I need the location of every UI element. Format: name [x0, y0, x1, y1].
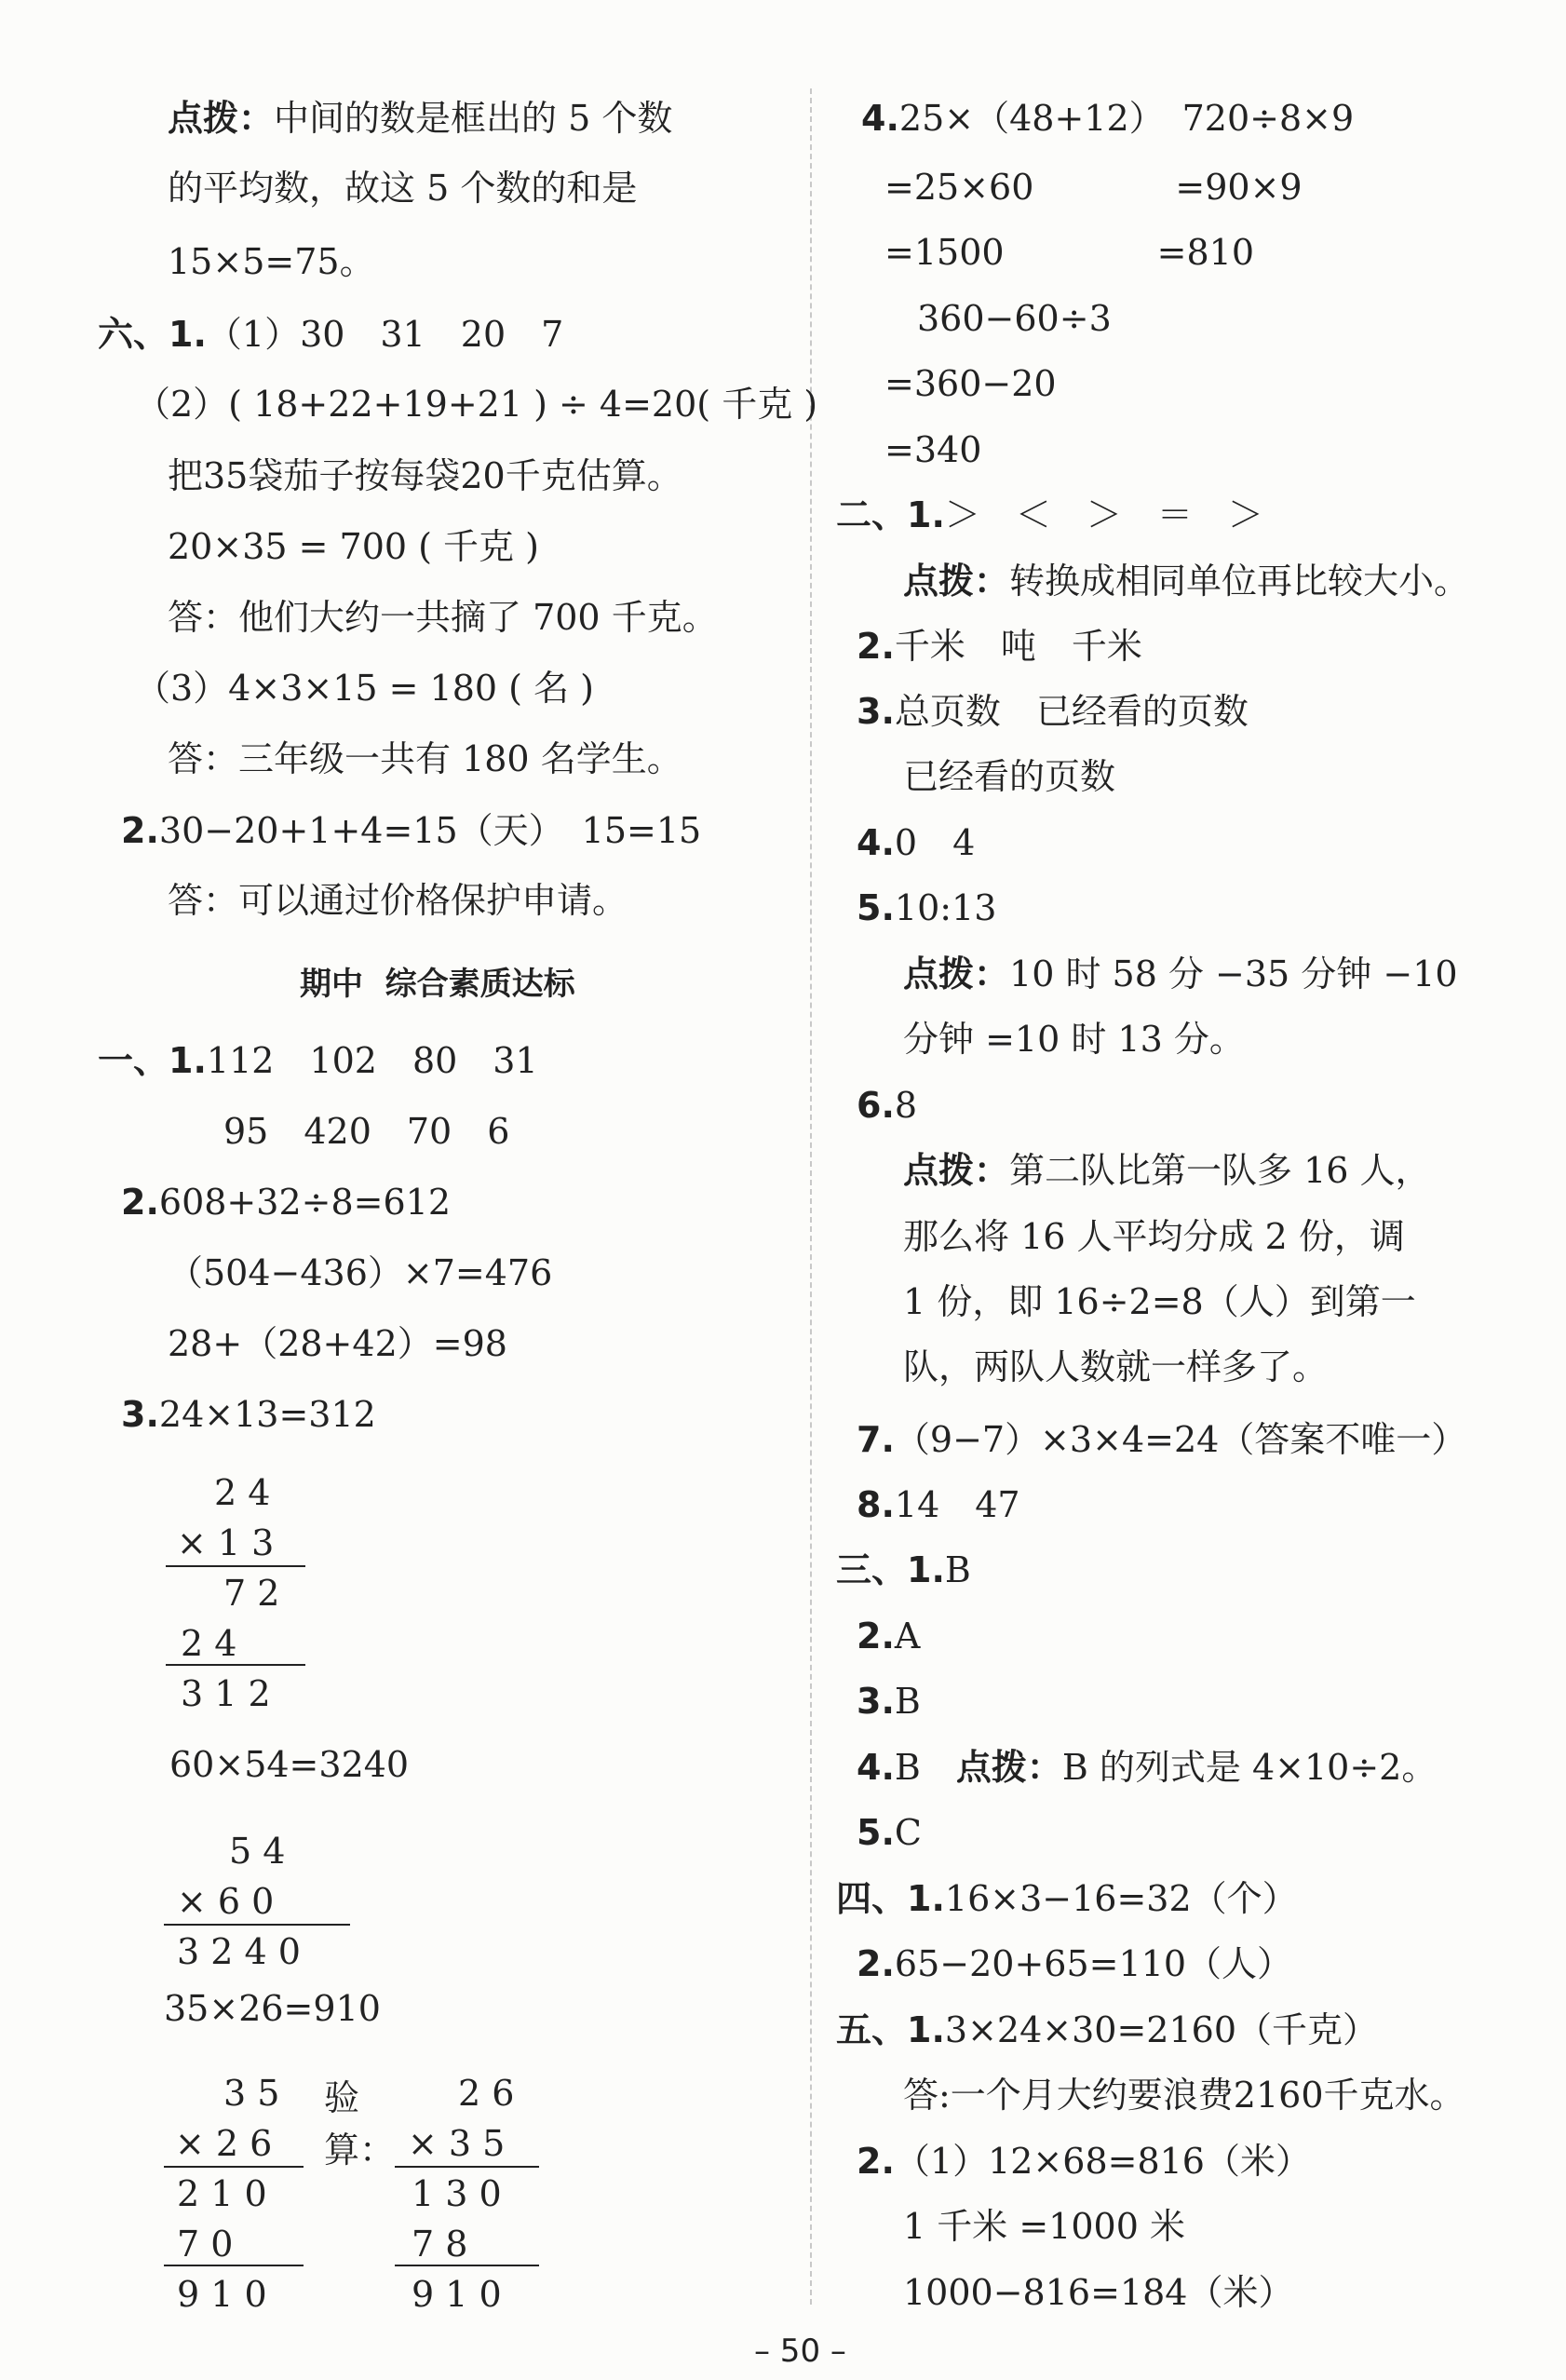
text-line: 95 420 70 6 [223, 1111, 510, 1152]
text-line: 答：可以通过价格保护申请。 [168, 880, 628, 921]
hint-line: 点拨：转换成相同单位再比较大小。 [903, 561, 1470, 602]
text-line: 360−60÷3 [917, 298, 1112, 339]
text-line: =1500 =810 [884, 232, 1254, 273]
text-line: 60×54=3240 [169, 1744, 410, 1785]
text-line: 的平均数，故这 5 个数的和是 [168, 168, 638, 209]
rule [395, 2265, 539, 2266]
answer-line: 3.24×13=312 [121, 1394, 376, 1435]
answer-line: 4.0 4 [857, 822, 976, 863]
text-line: 答：他们大约一共摘了 700 千克。 [168, 597, 718, 638]
text-line: 35×26=910 [164, 1988, 381, 2029]
text-line: 答:一个月大约要浪费2160千克水。 [903, 2075, 1465, 2116]
text-line: 答：三年级一共有 180 名学生。 [168, 738, 682, 779]
text-line: 1000−816=184（米） [903, 2272, 1294, 2313]
text-line: 已经看的页数 [903, 756, 1116, 797]
answer-line: 7.（9−7）×3×4=24（答案不唯一） [857, 1419, 1467, 1460]
text-line: =25×60 =90×9 [884, 167, 1303, 208]
answer-line: 8.14 47 [857, 1484, 1020, 1525]
text-line: =360−20 [884, 363, 1057, 404]
section-title: 期中 综合素质达标 [300, 966, 575, 1003]
rule [166, 1664, 305, 1666]
answer-line: 3.总页数 已经看的页数 [857, 691, 1249, 732]
text-line: =340 [884, 429, 982, 470]
verify-label: 算： [324, 2130, 396, 2170]
text-line: 把35袋茄子按每袋20千克估算。 [168, 455, 682, 496]
text-line: 那么将 16 人平均分成 2 份，调 [903, 1216, 1405, 1257]
answer-line: 二、1.＞ ＜ ＞ ＝ ＞ [836, 494, 1263, 535]
text-line: （2）( 18+22+19+21 ) ÷ 4=20( 千克 ) [135, 384, 818, 425]
answer-line: 2.30−20+1+4=15（天） 15=15 [121, 810, 702, 851]
answer-line: 6.8 [857, 1085, 918, 1126]
text-line: 28+（28+42）=98 [168, 1323, 507, 1364]
vertical-multiplication: 3 5 × 2 6 2 1 0 7 0 9 1 0 [164, 2067, 322, 2319]
answer-line: 一、1.112 102 80 31 [98, 1040, 538, 1081]
answer-line: 2.A [857, 1616, 921, 1657]
rule [164, 1924, 350, 1926]
answer-line: 五、1.3×24×30=2160（千克） [836, 2009, 1379, 2050]
answer-line: 5.10:13 [857, 887, 997, 928]
text-line: 队，两队人数就一样多了。 [903, 1346, 1329, 1387]
answer-line: 3.B [857, 1681, 921, 1722]
answer-line: 六、1.（1）30 31 20 7 [98, 314, 564, 355]
answer-line: 2.608+32÷8=612 [121, 1182, 452, 1223]
rule [395, 2166, 539, 2168]
text-line: 1 千米 =1000 米 [903, 2206, 1185, 2247]
answer-line: 2.65−20+65=110（人） [857, 1943, 1293, 1984]
text-line: （504−436）×7=476 [168, 1252, 553, 1293]
answer-line: 4.25×（48+12） 720÷8×9 [861, 98, 1355, 139]
answer-line: 2.千米 吨 千米 [857, 626, 1142, 667]
rule [164, 2166, 304, 2168]
text-line: 20×35 = 700 ( 千克 ) [168, 526, 539, 567]
vertical-multiplication: 2 4 × 1 3 7 2 2 4 3 1 2 [166, 1467, 315, 1718]
hint-line: 点拨：第二队比第一队多 16 人， [903, 1150, 1431, 1191]
answer-line: 四、1.16×3−16=32（个） [836, 1878, 1298, 1919]
hint-line: 点拨：中间的数是框出的 5 个数 [168, 98, 673, 139]
page-number: – 50 – [754, 2333, 846, 2370]
rule [164, 2265, 304, 2266]
hint-line: 点拨：10 时 58 分 −35 分钟 −10 [903, 953, 1458, 994]
text-line: （3）4×3×15 = 180 ( 名 ) [135, 668, 594, 709]
verify-label: 验 [324, 2077, 360, 2118]
text-line: 15×5=75。 [168, 241, 375, 282]
text-line: 分钟 =10 时 13 分。 [903, 1019, 1245, 1060]
answer-line: 三、1.B [836, 1549, 971, 1590]
rule [166, 1565, 305, 1567]
answer-line: 4.B 点拨：B 的列式是 4×10÷2。 [857, 1747, 1438, 1788]
vertical-multiplication: 5 4 × 6 0 3 2 4 0 [164, 1825, 369, 1974]
answer-line: 5.C [857, 1812, 922, 1853]
answer-line: 2.（1）12×68=816（米） [857, 2141, 1311, 2182]
text-line: 1 份，即 16÷2=8（人）到第一 [903, 1281, 1416, 1322]
vertical-multiplication-check: 2 6 × 3 5 1 3 0 7 8 9 1 0 [395, 2067, 553, 2319]
